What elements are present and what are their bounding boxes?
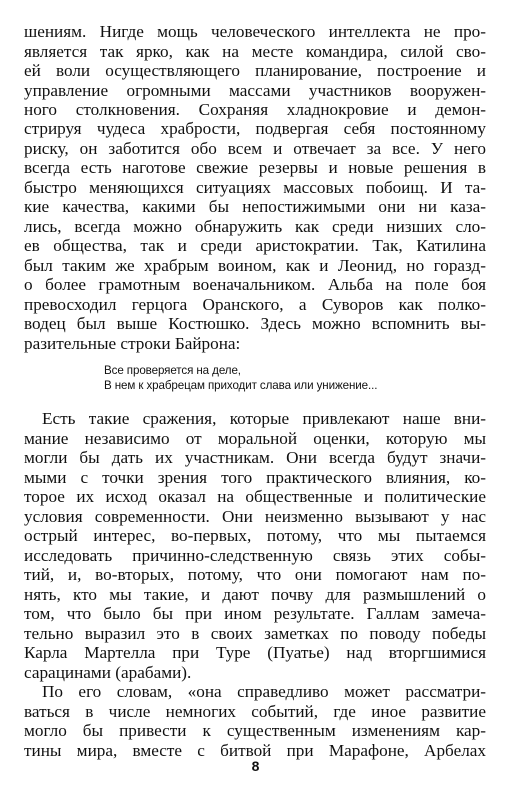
text-line: сарацинами (арабами). (24, 662, 192, 682)
text-line: мание независимо от моральной оценки, которую мы (24, 428, 486, 448)
text-line: является так ярко, как на месте командира, силой сво- (24, 41, 486, 61)
text-line: По его словам, «она справедливо может рассматри- (42, 682, 486, 701)
text-line: исследовать причинно-следственную связь этих собы- (24, 545, 486, 565)
text-line: водец был выше Костюшко. Здесь можно вспомнить вы- (24, 314, 486, 334)
text-line: мыми с точки зрения того практического влияния, ко- (24, 467, 486, 487)
text-line: ваться в числе немногих событий, где иное развитие (24, 701, 486, 721)
text-line: тельно выразил это в своих заметках по поводу победы (24, 623, 486, 643)
text-line: том, что было бы при ином результате. Галлам замеча- (24, 604, 486, 624)
text-line: разительные строки Байрона: (24, 333, 241, 353)
text-line: лись, всегда можно обнаружить как среди низших сло- (24, 216, 486, 236)
text-line: Есть такие сражения, которые привлекают наше вни- (42, 409, 486, 429)
text-line: шениям. Нигде мощь человеческого интеллекта не про- (24, 22, 486, 41)
page-number: 8 (251, 758, 260, 774)
text-line: условия современности. Они неизменно вызывают у нас (24, 506, 486, 526)
text-line: торое их исход оказал на общественные и политические (24, 487, 486, 507)
text-line: быстро меняющихся ситуациях массовых побоищ. И та- (24, 177, 486, 197)
text-line: могли бы дать их участникам. Они всегда будут значи- (24, 448, 486, 468)
text-line: всегда есть наготове свежие резервы и новые решения в (24, 158, 486, 178)
text-line: могло бы привести к существенным изменениям кар- (24, 721, 486, 740)
text-line: о более грамотным военачальником. Альба на поле боя (24, 275, 486, 295)
text-line: ей воли осуществляющего планирование, построение и (24, 61, 486, 80)
text-line: нять, кто мы такие, и дают почву для размышлений о (24, 584, 486, 604)
quote-line: В нем к храбрецам приходит слава или унижение... (104, 378, 378, 392)
text-line: Карла Мартелла при Туре (Пуатье) над вторгшимися (24, 643, 486, 663)
text-line: управление огромными массами участников вооружен- (24, 80, 486, 100)
text-line: ного столкновения. Сохраняя хладнокровие и демон- (24, 100, 486, 119)
text-line: ев общества, так и среди аристократии. Так, Катилина (24, 236, 486, 256)
text-line: превосходил герцога Оранского, а Суворов как полко- (24, 294, 486, 314)
quote-line: Все проверяется на деле, (104, 364, 241, 378)
text-line: был таким же храбрым воином, как и Леонид, но горазд- (24, 255, 486, 275)
text-line: кие качества, какими бы непостижимыми они ни каза- (24, 197, 486, 217)
text-line: риску, он заботится обо всем и отвечает за все. У него (24, 138, 486, 158)
text-line: стрируя чудеса храбрости, подвергая себя постоянному (24, 119, 486, 139)
text-line: острый интерес, во-первых, потому, что мы пытаемся (24, 526, 486, 546)
book-page (24, 20, 486, 780)
text-line: тий, и, во-вторых, потому, что они помогают нам по- (24, 565, 486, 585)
text-line: тины мира, вместе с битвой при Марафоне, Арбелах (24, 740, 486, 760)
